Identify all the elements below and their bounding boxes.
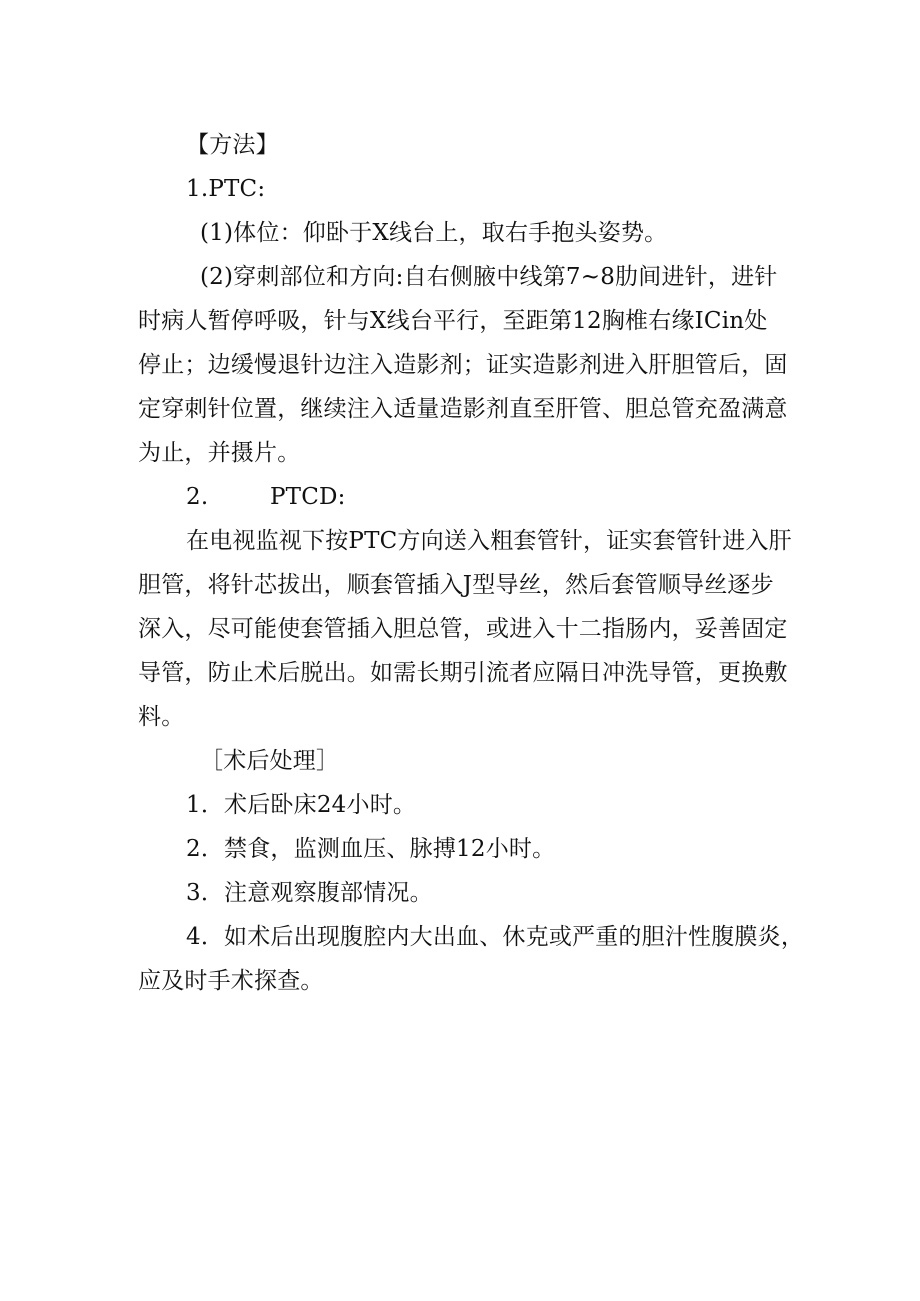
ptc-item-2-line-3: 停止；边缓慢退针边注入造影剂；证实造影剂进入肝胆管后，固 — [138, 352, 788, 378]
ptcd-title: PTCD: — [270, 484, 346, 510]
ptcd-body-line-4: 导管，防止术后脱出。如需长期引流者应隔日冲洗导管，更换敷 — [138, 660, 788, 686]
ptc-item-2-line-1: (2)穿刺部位和方向:自右侧腋中线第7~8肋间进针，进针 — [200, 264, 778, 290]
ptcd-body-line-2: 胆管，将针芯拔出，顺套管插入J型导丝，然后套管顺导丝逐步 — [138, 572, 774, 598]
postop-item-4: 4．如术后出现腹腔内大出血、休克或严重的胆汁性腹膜炎， — [186, 924, 805, 950]
postop-heading: ［术后处理］ — [200, 748, 340, 774]
ptc-item-2-line-5: 为止，并摄片。 — [138, 440, 301, 466]
method-heading: 【方法】 — [186, 132, 279, 158]
ptcd-body-line-3: 深入，尽可能使套管插入胆总管，或进入十二指肠内，妥善固定 — [138, 616, 788, 642]
ptcd-body-line-1: 在电视监视下按PTC方向送入粗套管针，证实套管针进入肝 — [186, 528, 792, 554]
ptc-item-2-line-2: 时病人暂停呼吸，针与X线台平行，至距第12胸椎右缘ICin处 — [138, 308, 768, 334]
postop-item-1: 1．术后卧床24小时。 — [186, 792, 417, 818]
ptcd-number: 2. — [186, 484, 209, 510]
postop-item-4-continuation: 应及时手术探查。 — [138, 968, 324, 994]
ptc-item-1: (1)体位：仰卧于X线台上，取右手抱头姿势。 — [200, 220, 668, 246]
ptc-item-2-line-4: 定穿刺针位置，继续注入适量造影剂直至肝管、胆总管充盈满意 — [138, 396, 788, 422]
ptcd-body-line-5: 料。 — [138, 704, 185, 730]
ptc-heading: 1.PTC: — [186, 176, 266, 202]
postop-item-3: 3．注意观察腹部情况。 — [186, 880, 433, 906]
postop-item-2: 2．禁食，监测血压、脉搏12小时。 — [186, 836, 556, 862]
